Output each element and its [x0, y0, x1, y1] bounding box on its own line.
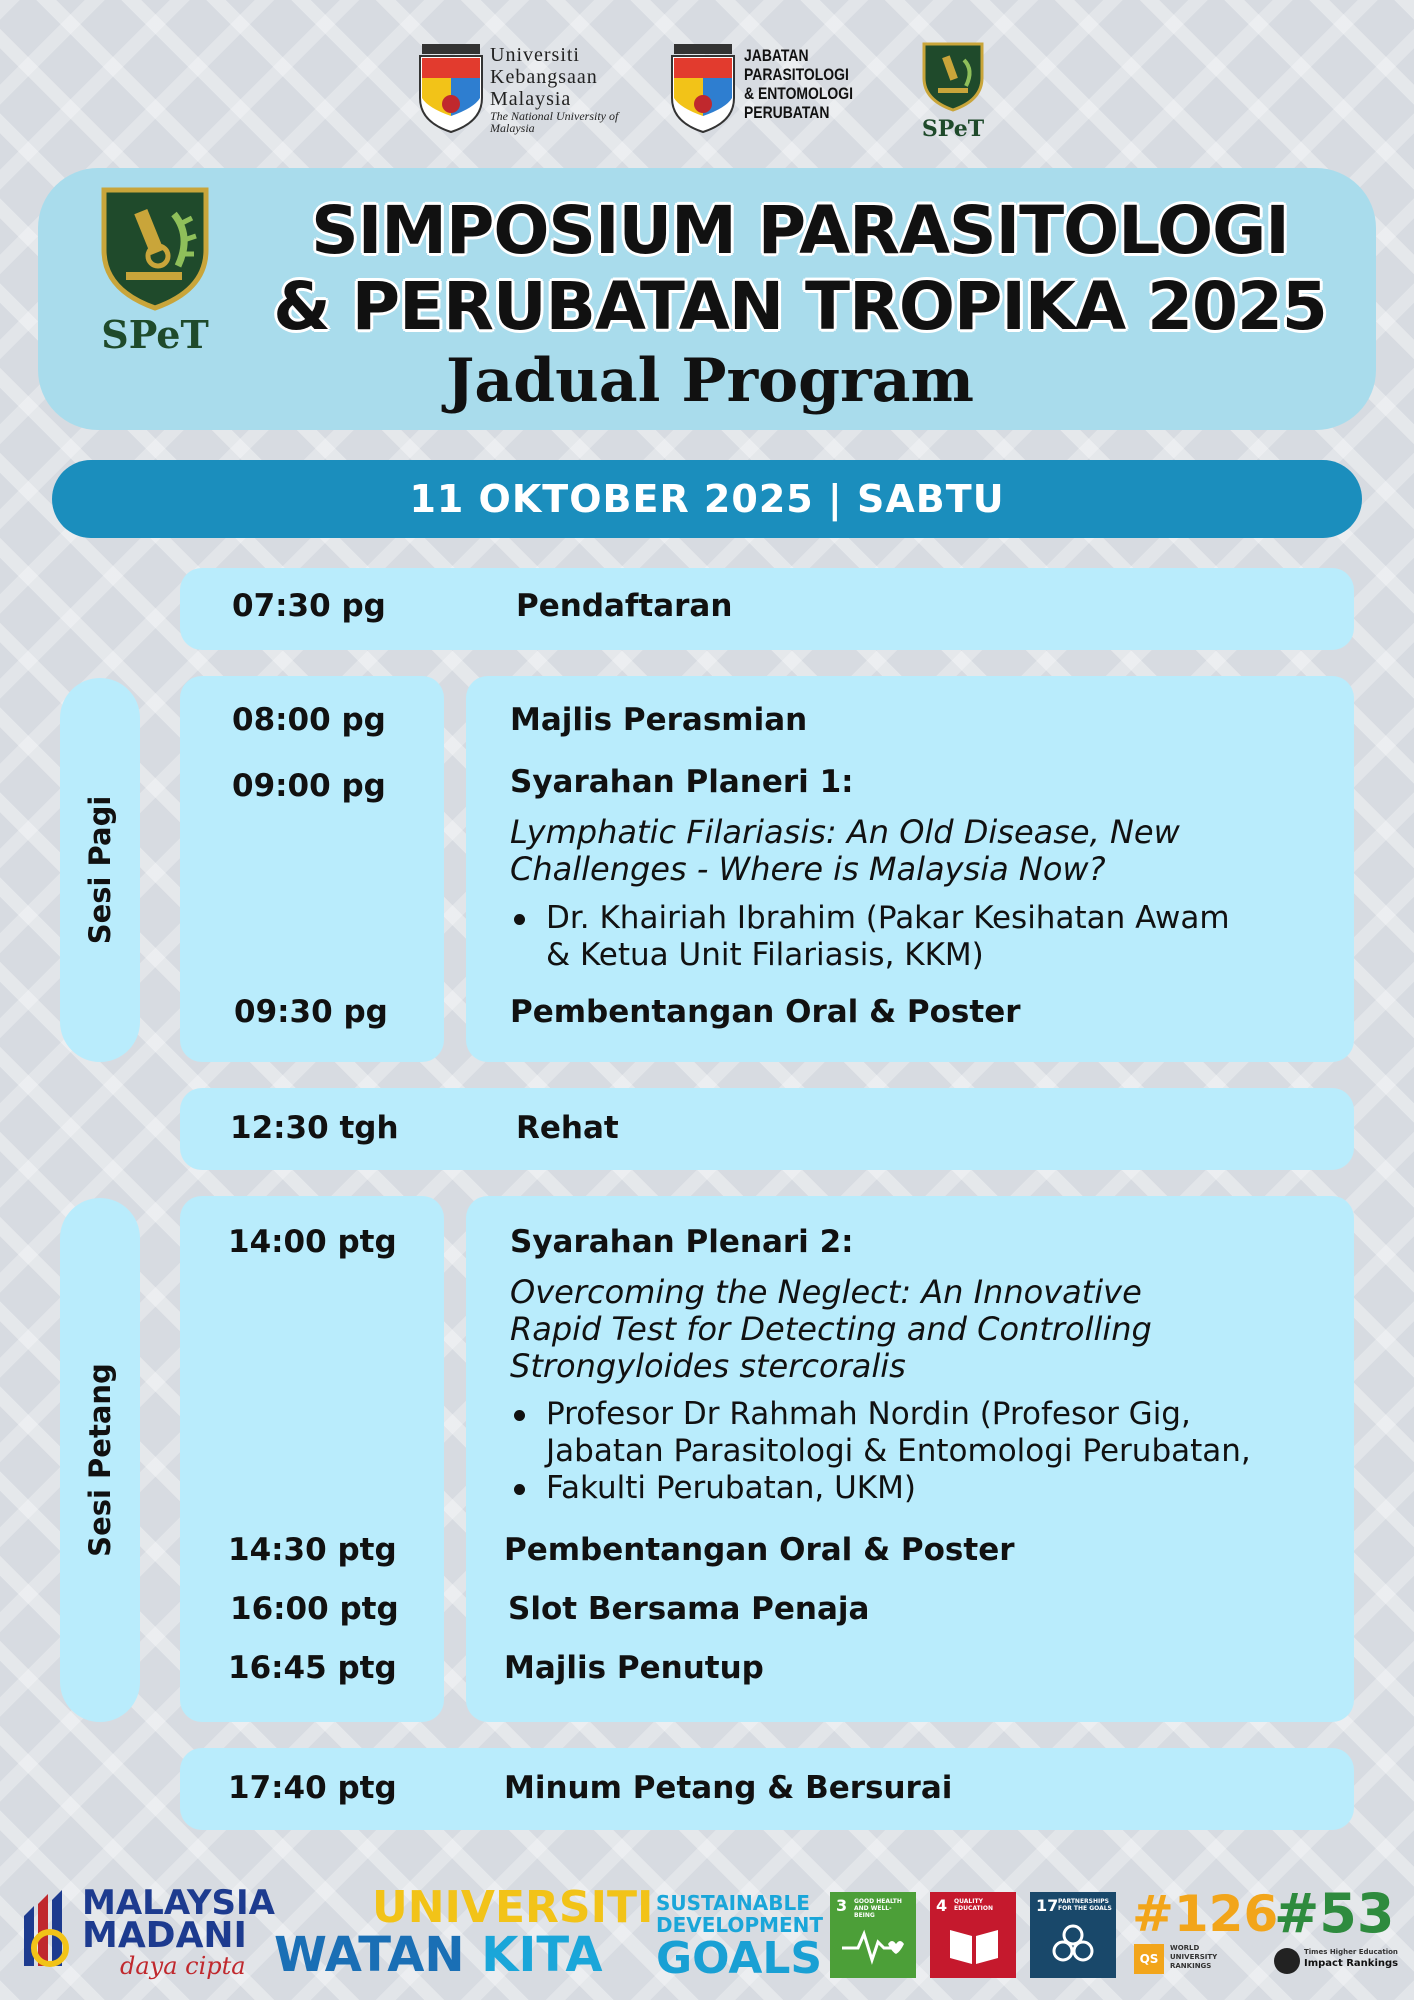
plenary1-time: 09:00 pg [232, 768, 386, 804]
plenary2-event: Syarahan Plenari 2: [510, 1224, 854, 1260]
plenary1-title-line-2: Challenges - Where is Malaysia Now? [510, 850, 1106, 888]
title-line-1: SIMPOSIUM PARASITOLOGI [311, 192, 1289, 269]
plenary1-speaker [510, 900, 1340, 974]
top-logos [0, 38, 1414, 148]
plenary1-speaker-line-2: & Ketua Unit Filariasis, KKM) [546, 937, 984, 973]
closing-time: 16:45 ptg [228, 1650, 397, 1686]
sdg-goal-4-number: 4 [936, 1896, 948, 1915]
break-event: Rehat [516, 1110, 619, 1146]
sdg-goal-17-desc: PARTNERSHIPS FOR THE GOALS [1058, 1898, 1112, 1912]
the-label-2: Impact Rankings [1304, 1958, 1399, 1969]
morning-times-box [180, 676, 444, 1062]
madani-word-2: MADANI [82, 1915, 247, 1956]
plenary2-title-line-1: Overcoming the Neglect: An Innovative [510, 1273, 1142, 1311]
jpep-name [744, 46, 853, 122]
sdg-goal-3-number: 3 [836, 1896, 848, 1915]
plenary2-title [510, 1274, 1340, 1385]
registration-event: Pendaftaran [516, 588, 733, 624]
plenary2-speaker-line-3: Fakulti Perubatan, UKM) [546, 1470, 916, 1506]
the-emblem-icon [1274, 1948, 1300, 1974]
qs-rank: #126 [1132, 1885, 1279, 1943]
microscope-shield-icon [918, 40, 988, 112]
qs-badge: QS [1134, 1944, 1164, 1974]
plenary1-title-line-1: Lymphatic Filariasis: An Old Disease, New [510, 813, 1180, 851]
jpep-line-2: PARASITOLOGI [744, 65, 849, 84]
ukm-tagline: The National University of Malaysia [490, 109, 619, 135]
tea-event: Minum Petang & Bersurai [504, 1770, 953, 1806]
ukm-line-1: Universiti [490, 44, 580, 66]
plenary2-title-line-3: Strongyloides stercoralis [510, 1347, 906, 1385]
jpep-line-4: PERUBATAN [744, 103, 830, 122]
sdg-line-1: SUSTAINABLE [656, 1891, 810, 1915]
plenary2-speaker [510, 1396, 1350, 1470]
sponsor-event: Slot Bersama Penaja [508, 1591, 870, 1627]
subtitle: Jadual Program [445, 346, 975, 416]
footer-logos [0, 1880, 1414, 1990]
opening-event: Majlis Perasmian [510, 702, 808, 738]
tea-time: 17:40 ptg [228, 1770, 397, 1806]
spet-logo-small [918, 40, 988, 146]
afternoon-events-box [466, 1196, 1354, 1722]
spet-small-label: SPeT [921, 116, 985, 142]
uwk-kita: KITA [481, 1927, 603, 1983]
closing-event: Majlis Penutup [504, 1650, 764, 1686]
uwk-word-2 [274, 1927, 603, 1983]
sdg-logo [656, 1891, 824, 1984]
the-ranking [1274, 1882, 1404, 1969]
oral-afternoon-event: Pembentangan Oral & Poster [504, 1532, 1015, 1568]
sdg-goal-4-tile [930, 1892, 1016, 1978]
oral-morning-event: Pembentangan Oral & Poster [510, 994, 1021, 1030]
session-morning-tab [60, 678, 140, 1062]
ukm-line-3: Malaysia [490, 88, 572, 110]
plenary1-speaker-line-1: Dr. Khairiah Ibrahim (Pakar Kesihatan Awam [546, 900, 1230, 936]
book-icon [946, 1924, 1002, 1968]
spet-large-label: SPeT [101, 312, 209, 357]
tea-box [180, 1748, 1354, 1830]
the-label-1: Times Higher Education [1304, 1948, 1398, 1956]
sdg-goal-4-desc: QUALITY EDUCATION [954, 1898, 993, 1912]
jpep-line-1: JABATAN [744, 46, 809, 65]
session-afternoon-label: Sesi Petang [83, 1363, 117, 1557]
session-afternoon-tab [60, 1198, 140, 1722]
session-morning-label: Sesi Pagi [83, 795, 117, 945]
jpep-line-3: & ENTOMOLOGI [744, 84, 853, 103]
qs-ranking [1132, 1885, 1279, 1970]
plenary2-speaker-line-2: Jabatan Parasitologi & Entomologi Perubatan, [546, 1433, 1251, 1469]
uwk-word-1: UNIVERSITI [372, 1882, 654, 1933]
sponsor-time: 16:00 ptg [230, 1591, 399, 1627]
plenary2-speaker-affiliation [510, 1470, 1350, 1507]
plenary2-speaker-line-1: Profesor Dr Rahmah Nordin (Profesor Gig, [546, 1396, 1191, 1432]
partnership-rings-icon [1050, 1922, 1096, 1968]
afternoon-times-box [180, 1196, 444, 1722]
sdg-line-3: GOALS [656, 1933, 823, 1984]
plenary1-event: Syarahan Planeri 1: [510, 764, 854, 800]
plenary2-title-line-2: Rapid Test for Detecting and Controlling [510, 1310, 1152, 1348]
the-rank: #53 [1274, 1882, 1395, 1945]
ukm-name [490, 44, 630, 134]
plenary1-speaker-list [510, 900, 1340, 974]
registration-box [180, 568, 1354, 650]
madani-tagline: daya cipta [120, 1952, 246, 1980]
uwk-watan: WATAN [274, 1927, 465, 1983]
plenary2-speaker-list [510, 1396, 1350, 1507]
sdg-goal-3-desc: GOOD HEALTH AND WELL-BEING [854, 1898, 902, 1919]
date-banner: 11 OKTOBER 2025 | SABTU [52, 460, 1362, 538]
plenary1-title [510, 814, 1340, 888]
break-box [180, 1088, 1354, 1170]
oral-afternoon-time: 14:30 ptg [228, 1532, 397, 1568]
break-time: 12:30 tgh [230, 1110, 399, 1146]
heartbeat-icon [840, 1926, 906, 1966]
jpep-crest-icon [666, 42, 740, 134]
spet-logo-large [96, 184, 214, 357]
ukm-line-2: Kebangsaan [490, 66, 598, 88]
plenary2-time: 14:00 ptg [228, 1224, 397, 1260]
oral-morning-time: 09:30 pg [234, 994, 388, 1030]
madani-word-1: MALAYSIA [82, 1883, 275, 1923]
sdg-goal-3-tile [830, 1892, 916, 1978]
registration-time: 07:30 pg [232, 588, 386, 624]
universiti-watan-kita-logo [262, 1882, 654, 1983]
ukm-crest-icon [414, 42, 488, 134]
sdg-goal-17-number: 17 [1036, 1896, 1059, 1915]
malaysia-madani-logo [20, 1880, 275, 1980]
madani-emblem-icon [20, 1886, 78, 1972]
title-line-2: & PERUBATAN TROPIKA 2025 [273, 268, 1327, 345]
microscope-shield-icon [96, 184, 214, 312]
opening-time: 08:00 pg [232, 702, 386, 738]
sdg-goal-17-tile [1030, 1892, 1116, 1978]
sdg-line-2: DEVELOPMENT [656, 1913, 824, 1937]
morning-events-box [466, 676, 1354, 1062]
qs-label: WORLD UNIVERSITY RANKINGS [1170, 1944, 1218, 1970]
